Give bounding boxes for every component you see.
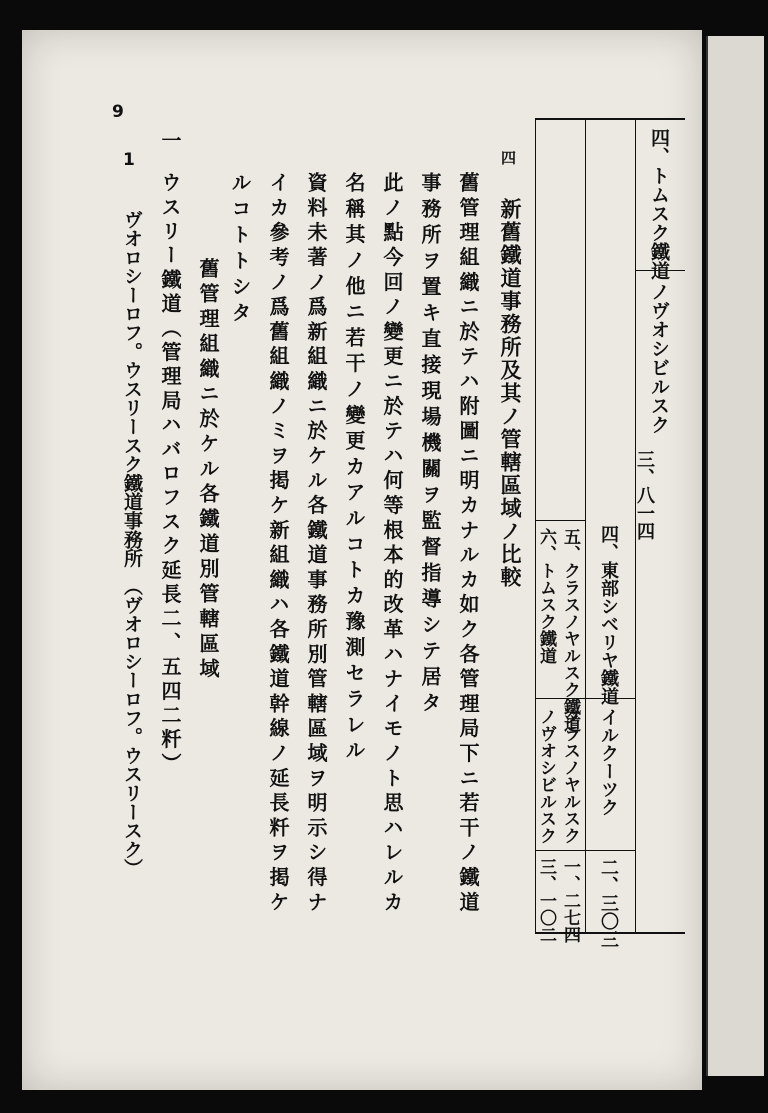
body-line-1: 舊管理組織ニ於テハ附圖ニ明カナルカ如ク各管理局下ニ若干ノ鐵道	[456, 172, 480, 916]
body-line-2: 事務所ヲ置キ直接現場機關ヲ監督指導シテ居タ	[418, 172, 442, 718]
table-cell-length: 一、二七四	[560, 858, 580, 943]
table-cell-length: 二、三〇三	[598, 858, 619, 948]
table-col-east-siberia	[585, 120, 655, 948]
item-line: ウスリー鐵道（管理局ハバロフスク延長二、五四二粁）	[158, 172, 182, 777]
table-cell-station: クラスノヤルスク	[560, 708, 580, 844]
table-cell-station: イルクーツク	[598, 708, 619, 816]
sub-item-line: ヴオロシーロフ。ウスリースク鐵道事務所 （ヴオロシーロフ。ウスリースク）	[121, 210, 143, 878]
sub-item-number: 1	[123, 150, 135, 170]
table-cell-station: ノヴオシビルスク	[648, 282, 670, 434]
section-mark: 四	[499, 150, 517, 165]
table-cell-railway-name: 四、トムスク鐵道	[648, 128, 670, 280]
table-cell-station: ノヴオシビルスク	[536, 708, 556, 844]
body-line-7: ルコトトシタ	[228, 172, 252, 328]
subheading: 舊管理組織ニ於ケル各鐵道別管轄區域	[196, 258, 220, 683]
table-cell-railway-name: 六、トムスク鐵道	[536, 528, 556, 664]
railway-table	[535, 118, 685, 948]
table-cell-railway-name: 四、東部シベリヤ鐵道	[598, 525, 619, 705]
body-line-6: イカ參考ノ爲舊組織ノミヲ掲ケ新組織ハ各鐵道幹線ノ延長粁ヲ掲ケ	[266, 172, 290, 916]
adjacent-page-edge	[706, 36, 764, 1076]
body-line-3: 此ノ點今回ノ變更ニ於テハ何等根本的改革ハナイモノト思ハレルカ	[380, 172, 404, 916]
body-line-5: 資料未著ノ爲新組織ニ於ケル各鐵道事務所別管轄區域ヲ明示シ得ナ	[304, 172, 328, 916]
body-line-4: 名稱其ノ他ニ若干ノ變更カアルコトカ豫測セラレル	[342, 172, 366, 766]
table-col-krasnoyarsk-tomsk	[535, 120, 585, 943]
item-number: 一	[158, 130, 182, 150]
table-cell-length: 三、八一四	[634, 450, 655, 540]
section-heading: 新舊鐵道事務所及其ノ管轄區域ノ比較	[498, 198, 523, 589]
page-number: 9	[112, 102, 124, 122]
table-cell-railway-name: 五、クラスノヤルスク鐵道	[560, 528, 580, 732]
table-cell-length: 三、一〇二	[536, 858, 556, 943]
